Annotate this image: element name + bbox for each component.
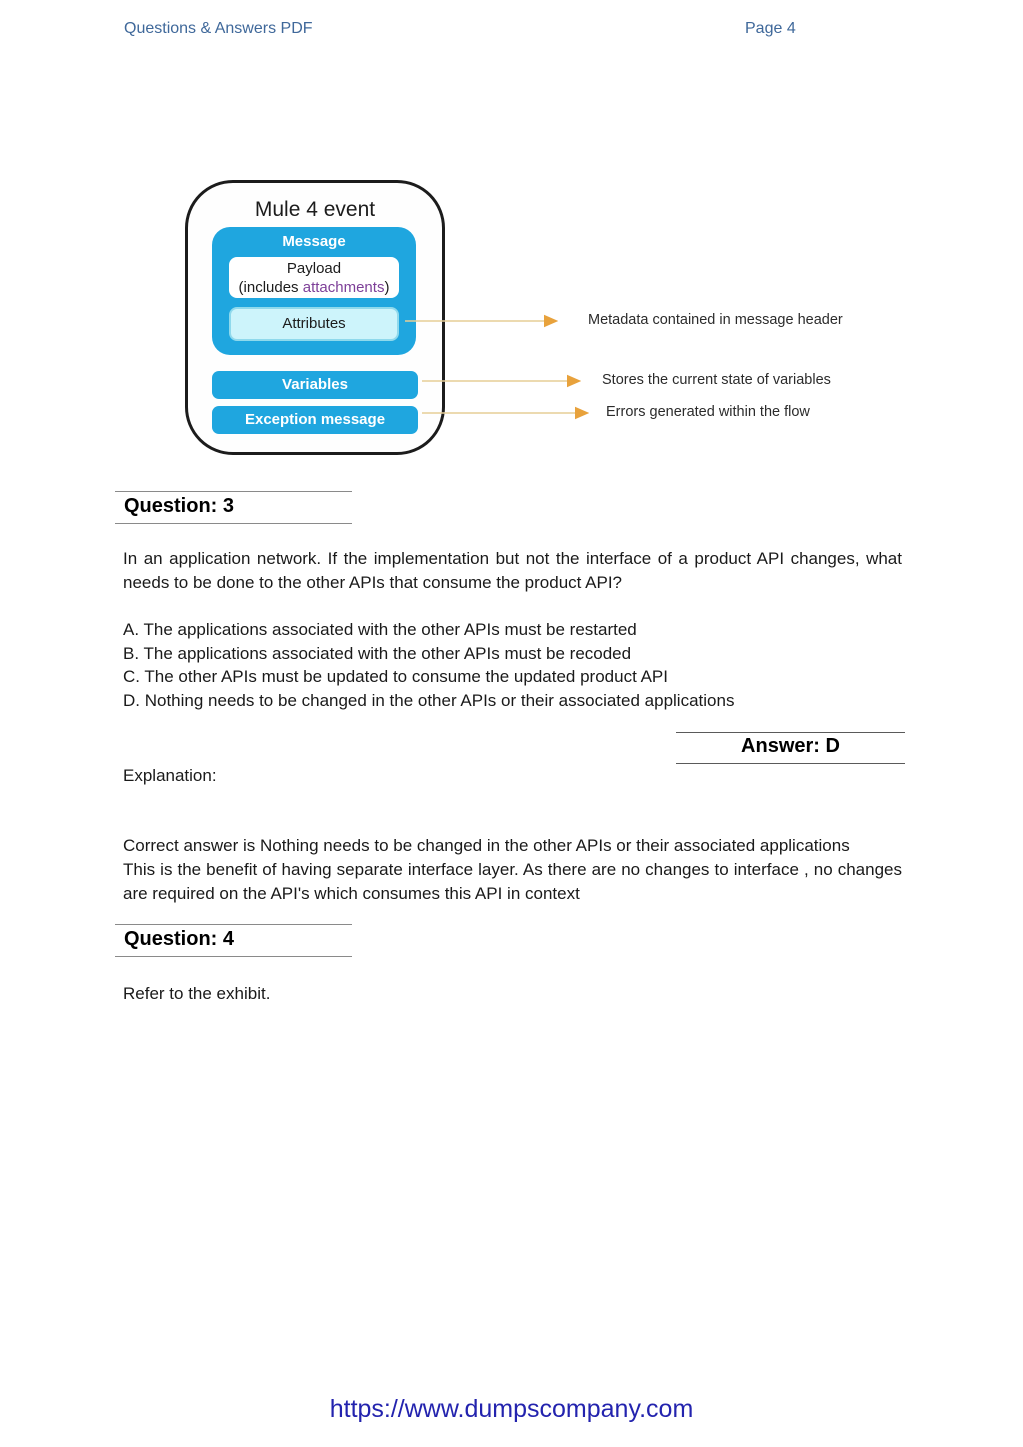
question4-heading: Question: 4 <box>115 924 352 957</box>
diagram-arrows <box>395 300 615 425</box>
annotation-attributes: Metadata contained in message header <box>588 312 843 328</box>
attributes-label: Attributes <box>282 315 346 332</box>
question3-options <box>123 618 902 712</box>
page-number: Page 4 <box>745 20 796 37</box>
payload-box <box>229 257 399 298</box>
payload-sublabel-prefix: (includes <box>238 279 303 296</box>
question3-body: In an application network. If the implementation but not the interface of a product API changes, what needs to be done to the other APIs that consume the product API? <box>123 549 902 592</box>
explanation-label: Explanation: <box>123 766 217 785</box>
option-c: C. The other APIs must be updated to consume the updated product API <box>123 667 668 686</box>
diagram-title: Mule 4 event <box>254 198 376 221</box>
payload-attachments-word: attachments <box>302 279 385 296</box>
variables-box <box>212 371 418 399</box>
annotation-variables: Stores the current state of variables <box>602 372 831 388</box>
variables-label: Variables <box>282 376 348 393</box>
payload-sublabel-suffix: ) <box>384 279 390 296</box>
explanation-line1: Correct answer is Nothing needs to be changed in the other APIs or their associated applications <box>123 836 850 855</box>
message-label: Message <box>282 233 346 250</box>
answer-block: Answer: D <box>676 732 905 764</box>
attributes-box <box>229 307 399 341</box>
footer <box>0 1395 1023 1424</box>
option-a: A. The applications associated with the other APIs must be restarted <box>123 620 637 639</box>
payload-sublabel <box>229 278 399 297</box>
explanation-paragraph: This is the benefit of having separate interface layer. As there are no changes to interface , no changes are required on the API's which consumes this API in context <box>123 860 902 903</box>
footer-url-link[interactable]: https://www.dumpscompany.com <box>329 1395 694 1423</box>
annotation-exception: Errors generated within the flow <box>606 404 810 420</box>
question4-body: Refer to the exhibit. <box>123 984 271 1003</box>
option-d: D. Nothing needs to be changed in the other APIs or their associated applications <box>123 690 735 710</box>
payload-label: Payload <box>286 260 342 277</box>
exception-message-label: Exception message <box>244 411 386 428</box>
document-title: Questions & Answers PDF <box>124 20 313 37</box>
option-b: B. The applications associated with the other APIs must be recoded <box>123 643 632 663</box>
exception-message-box <box>212 406 418 434</box>
message-box <box>212 227 416 355</box>
question3-heading: Question: 3 <box>115 491 352 524</box>
